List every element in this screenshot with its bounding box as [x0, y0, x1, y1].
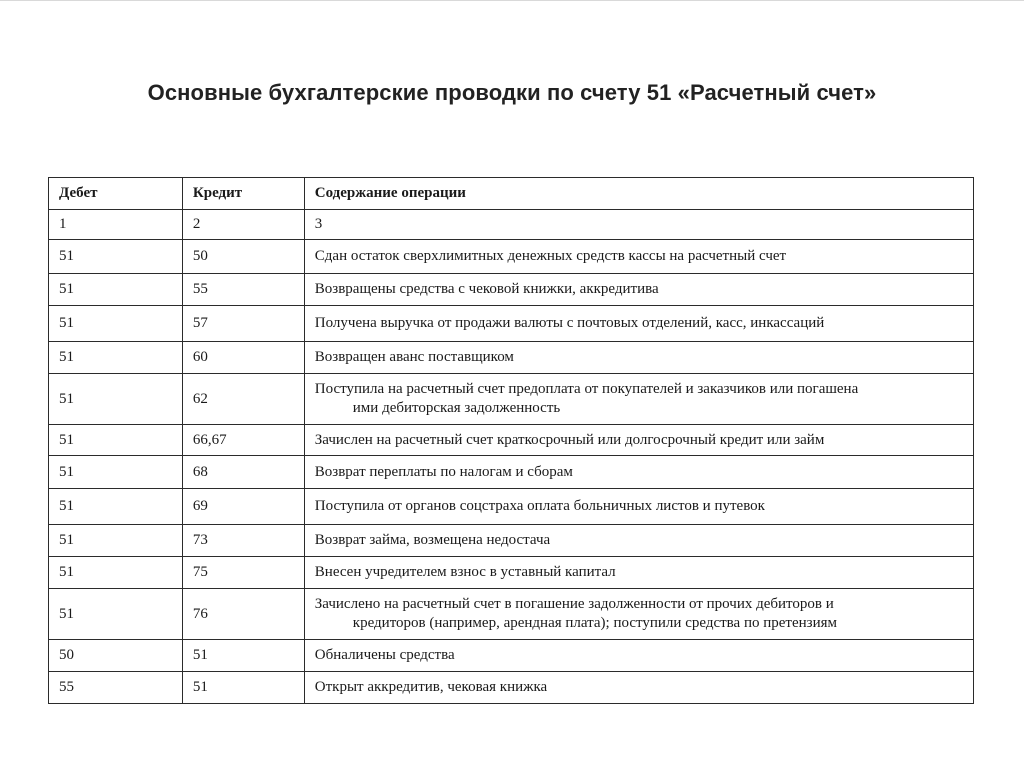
description-line: ими дебиторская задолженность [352, 400, 561, 416]
debit-cell: 51 [49, 306, 183, 342]
description-line: Поступила на расчетный счет предоплата от покупателей и заказчиков или погашена [314, 381, 859, 397]
description-cell [304, 589, 973, 640]
credit-cell: 73 [182, 525, 304, 557]
description-cell [304, 374, 973, 425]
description-cell: Возвращен аванс поставщиком [304, 342, 973, 374]
header-description: Содержание операции [304, 178, 973, 210]
credit-cell: 69 [182, 489, 304, 525]
debit-cell: 51 [49, 374, 183, 425]
debit-cell: 55 [49, 672, 183, 704]
debit-cell: 51 [49, 240, 183, 274]
description-cell: Внесен учредителем взнос в уставный капитал [304, 557, 973, 589]
debit-cell: 51 [49, 456, 183, 489]
debit-cell: 51 [49, 274, 183, 306]
description-cell: Открыт аккредитив, чековая книжка [304, 672, 973, 704]
credit-cell: 51 [182, 640, 304, 672]
table-row [49, 306, 974, 342]
table-row [49, 489, 974, 525]
description-cell: Возврат переплаты по налогам и сборам [304, 456, 973, 489]
number-cell: 3 [304, 210, 973, 240]
table-row [49, 425, 974, 456]
credit-cell: 55 [182, 274, 304, 306]
description-cell: Поступила от органов соцстраха оплата больничных листов и путевок [304, 489, 973, 525]
debit-cell: 51 [49, 525, 183, 557]
credit-cell: 60 [182, 342, 304, 374]
number-cell: 2 [182, 210, 304, 240]
table-row [49, 672, 974, 704]
table-row [49, 374, 974, 425]
table-header-row [49, 178, 974, 210]
description-line: Зачислено на расчетный счет в погашение задолженности от прочих дебиторов и [314, 596, 834, 612]
credit-cell: 50 [182, 240, 304, 274]
credit-cell: 68 [182, 456, 304, 489]
description-cell: Возвращены средства с чековой книжки, аккредитива [304, 274, 973, 306]
debit-cell: 51 [49, 589, 183, 640]
table-row [49, 640, 974, 672]
table-row [49, 456, 974, 489]
description-line: кредиторов (например, арендная плата); поступили средства по претензиям [352, 615, 837, 631]
description-cell: Получена выручка от продажи валюты с почтовых отделений, касс, инкассаций [304, 306, 973, 342]
numbering-row [49, 210, 974, 240]
header-credit: Кредит [182, 178, 304, 210]
table-row [49, 557, 974, 589]
number-cell: 1 [49, 210, 183, 240]
description-cell: Сдан остаток сверхлимитных денежных средств кассы на расчетный счет [304, 240, 973, 274]
header-debit: Дебет [49, 178, 183, 210]
debit-cell: 51 [49, 489, 183, 525]
table-row [49, 342, 974, 374]
credit-cell: 76 [182, 589, 304, 640]
credit-cell: 75 [182, 557, 304, 589]
debit-cell: 51 [49, 557, 183, 589]
table-row [49, 589, 974, 640]
debit-cell: 50 [49, 640, 183, 672]
credit-cell: 66,67 [182, 425, 304, 456]
debit-cell: 51 [49, 342, 183, 374]
table-row [49, 240, 974, 274]
page-title: Основные бухгалтерские проводки по счету 51 «Расчетный счет» [147, 80, 877, 105]
table-row [49, 525, 974, 557]
credit-cell: 57 [182, 306, 304, 342]
credit-cell: 62 [182, 374, 304, 425]
description-cell: Обналичены средства [304, 640, 973, 672]
description-cell: Возврат займа, возмещена недостача [304, 525, 973, 557]
credit-cell: 51 [182, 672, 304, 704]
table-row [49, 274, 974, 306]
postings-table [48, 177, 974, 704]
top-divider [0, 0, 1024, 1]
debit-cell: 51 [49, 425, 183, 456]
description-cell: Зачислен на расчетный счет краткосрочный или долгосрочный кредит или займ [304, 425, 973, 456]
